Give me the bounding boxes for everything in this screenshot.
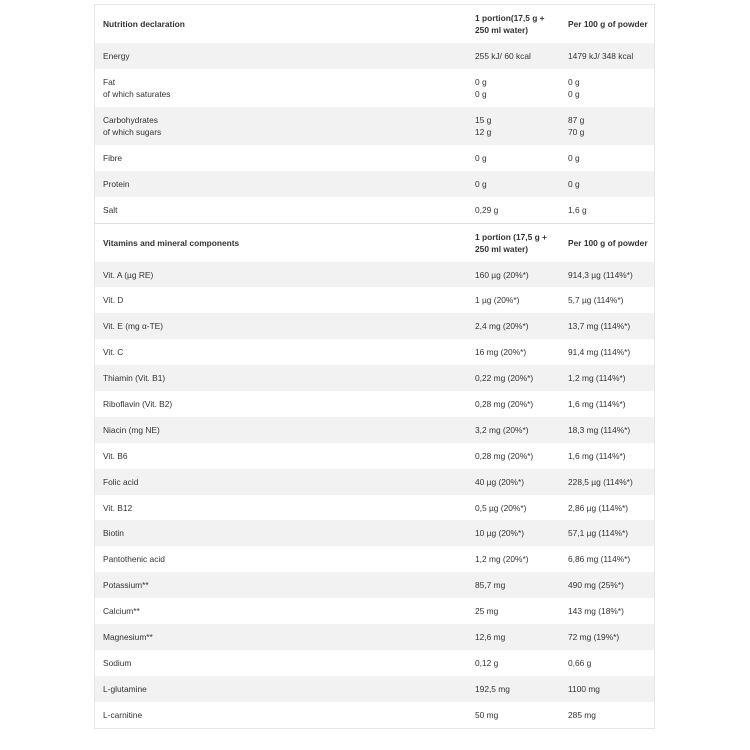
nutrient-name-line: Fibre: [103, 152, 123, 163]
vitamin-row: [95, 469, 654, 495]
vitamin-portion-value: 0,28 mg (20%*): [475, 398, 534, 409]
vitamin-portion-value: 16 mg (20%*): [475, 347, 527, 358]
vitamin-portion-value: 50 mg: [475, 709, 499, 720]
nutrient-portion-value-line: 15 g: [475, 114, 492, 125]
vitamin-per100-value: 1100 mg: [560, 676, 654, 702]
vitamin-row: [95, 598, 654, 624]
vitamin-portion-value: 40 µg (20%*): [467, 469, 560, 495]
vitamin-name: Sodium: [103, 657, 132, 668]
vitamin-row: [95, 624, 654, 650]
vitamins-header-portion: 1 portion (17,5 g + 250 ml water): [467, 223, 560, 262]
nutrient-name-line: of which sugars: [103, 126, 162, 137]
nutrient-per100-value-line: 87 g: [568, 114, 585, 125]
nutrient-per100-value: [560, 197, 654, 223]
vitamin-per100-value: 2,86 µg (114%*): [568, 502, 629, 513]
nutrition-header-label: Nutrition declaration: [103, 19, 185, 29]
nutrient-per100-value-line: 0 g: [568, 88, 580, 99]
nutrient-name-line: Energy: [103, 50, 130, 61]
vitamin-portion-value: 0,28 mg (20%*): [475, 450, 534, 461]
nutrition-header-portion: 1 portion(17,5 g + 250 ml water): [475, 13, 545, 35]
vitamin-row: [95, 495, 654, 521]
nutrient-portion-value-line: 12 g: [475, 126, 492, 137]
vitamin-name: Vit. A (µg RE): [95, 262, 467, 288]
vitamin-per100-value: 490 mg (25%*): [560, 572, 654, 598]
nutrient-name: [95, 107, 467, 145]
vitamin-per100-value: 1,6 mg (114%*): [568, 398, 626, 409]
nutrient-portion-value: [467, 145, 560, 171]
vitamin-portion-value: 2,4 mg (20%*): [467, 313, 560, 339]
vitamin-per100-value: 914,3 µg (114%*): [560, 262, 654, 288]
vitamin-portion-value: 25 mg: [475, 606, 499, 617]
vitamin-name: L-carnitine: [103, 709, 143, 720]
vitamin-row: [95, 702, 654, 728]
nutrition-row: [95, 197, 654, 223]
vitamin-name: Pantothenic acid: [103, 554, 165, 565]
nutrient-name: [95, 171, 467, 197]
nutrient-per100-value: [560, 43, 654, 69]
nutrient-per100-value: [560, 107, 654, 145]
nutrient-portion-value: [467, 69, 560, 107]
nutrition-table-grid: [95, 5, 654, 728]
nutrient-name-line: Fat: [103, 76, 116, 87]
vitamin-portion-value: 160 µg (20%*): [467, 262, 560, 288]
vitamin-portion-value: 1,2 mg (20%*): [475, 554, 529, 565]
vitamin-per100-value: 13,7 mg (114%*): [560, 313, 654, 339]
nutrient-per100-value: [560, 145, 654, 171]
nutrient-name-line: Protein: [103, 178, 130, 189]
nutrient-portion-value: [467, 197, 560, 223]
vitamin-portion-value: 0,5 µg (20%*): [475, 502, 527, 513]
nutrient-per100-value-line: 70 g: [568, 126, 585, 137]
nutrient-per100-value-line: 1,6 g: [568, 204, 587, 215]
nutrient-name-line: Carbohydrates: [103, 114, 158, 125]
vitamin-name: Vit. E (mg α-TE): [95, 313, 467, 339]
nutrient-per100-value: [560, 171, 654, 197]
vitamin-name: Potassium**: [95, 572, 467, 598]
vitamin-row: [95, 520, 654, 546]
nutrient-portion-value-line: 255 kJ/ 60 kcal: [475, 50, 531, 61]
vitamin-row: [95, 572, 654, 598]
vitamin-name: Niacin (mg NE): [95, 417, 467, 443]
vitamin-portion-value: 10 µg (20%*): [467, 520, 560, 546]
nutrient-portion-value-line: 0 g: [475, 88, 487, 99]
vitamins-header-per100: Per 100 g of powder: [560, 223, 654, 262]
vitamin-name: Calcium**: [103, 606, 140, 617]
nutrition-header-row: [95, 5, 654, 43]
nutrition-row: [95, 145, 654, 171]
vitamin-row: [95, 391, 654, 417]
vitamin-name: Vit. B12: [103, 502, 133, 513]
vitamin-portion-value: 85,7 mg: [467, 572, 560, 598]
nutrition-row: [95, 43, 654, 69]
nutrient-per100-value-line: 0 g: [568, 152, 580, 163]
vitamin-portion-value: 12,6 mg: [467, 624, 560, 650]
vitamin-name: Riboflavin (Vit. B2): [103, 398, 173, 409]
nutrient-name-line: Salt: [103, 204, 118, 215]
vitamin-name: L-glutamine: [95, 676, 467, 702]
vitamin-per100-value: 57,1 µg (114%*): [560, 520, 654, 546]
nutrient-portion-value-line: 0 g: [475, 178, 487, 189]
vitamin-row: [95, 417, 654, 443]
nutrient-portion-value: [467, 43, 560, 69]
vitamin-per100-value: 143 mg (18%*): [568, 606, 624, 617]
vitamin-row: [95, 262, 654, 288]
nutrient-per100-value: [560, 69, 654, 107]
nutrition-table: [94, 4, 655, 729]
vitamin-name: Vit. B6: [103, 450, 128, 461]
nutrient-portion-value-line: 0,29 g: [475, 204, 499, 215]
vitamin-portion-value: 0,22 mg (20%*): [467, 365, 560, 391]
vitamins-header-label: Vitamins and mineral components: [95, 223, 467, 262]
vitamin-name: Vit. C: [103, 347, 124, 358]
nutrient-per100-value-line: 1479 kJ/ 348 kcal: [568, 50, 634, 61]
vitamin-per100-value: 1,6 mg (114%*): [568, 450, 626, 461]
vitamin-row: [95, 365, 654, 391]
vitamin-row: [95, 443, 654, 469]
vitamin-name: Biotin: [95, 520, 467, 546]
vitamin-per100-value: 5,7 µg (114%*): [568, 295, 624, 306]
vitamin-per100-value: 72 mg (19%*): [560, 624, 654, 650]
nutrient-portion-value: [467, 107, 560, 145]
vitamin-name: Vit. D: [103, 295, 124, 306]
vitamin-row: [95, 676, 654, 702]
nutrient-name-line: of which saturates: [103, 88, 171, 99]
vitamin-per100-value: 1,2 mg (114%*): [560, 365, 654, 391]
vitamin-name: Thiamin (Vit. B1): [95, 365, 467, 391]
vitamin-name: Magnesium**: [95, 624, 467, 650]
nutrient-name: [95, 43, 467, 69]
vitamin-row: [95, 650, 654, 676]
vitamin-row: [95, 313, 654, 339]
nutrition-row: [95, 69, 654, 107]
vitamin-row: [95, 287, 654, 313]
vitamin-portion-value: 3,2 mg (20%*): [467, 417, 560, 443]
vitamin-per100-value: 228,5 µg (114%*): [560, 469, 654, 495]
nutrition-header-per100: Per 100 g of powder: [568, 19, 648, 29]
vitamin-row: [95, 546, 654, 572]
nutrient-portion-value: [467, 171, 560, 197]
nutrient-per100-value-line: 0 g: [568, 178, 580, 189]
vitamin-per100-value: 18,3 mg (114%*): [560, 417, 654, 443]
nutrition-row: [95, 107, 654, 145]
vitamin-per100-value: 0,66 g: [568, 657, 592, 668]
vitamin-per100-value: 91,4 mg (114%*): [568, 347, 631, 358]
nutrient-portion-value-line: 0 g: [475, 76, 487, 87]
vitamin-portion-value: 1 µg (20%*): [475, 295, 520, 306]
vitamin-portion-value: 0,12 g: [475, 657, 499, 668]
nutrient-name: [95, 69, 467, 107]
vitamin-portion-value: 192,5 mg: [467, 676, 560, 702]
nutrition-table-body: [95, 5, 654, 728]
vitamin-per100-value: 6,86 mg (114%*): [568, 554, 631, 565]
nutrition-row: [95, 171, 654, 197]
nutrient-per100-value-line: 0 g: [568, 76, 580, 87]
nutrient-name: [95, 197, 467, 223]
vitamins-header-row: [95, 223, 654, 262]
nutrient-portion-value-line: 0 g: [475, 152, 487, 163]
vitamin-per100-value: 285 mg: [568, 709, 596, 720]
vitamin-name: Folic acid: [95, 469, 467, 495]
vitamin-row: [95, 339, 654, 365]
nutrient-name: [95, 145, 467, 171]
